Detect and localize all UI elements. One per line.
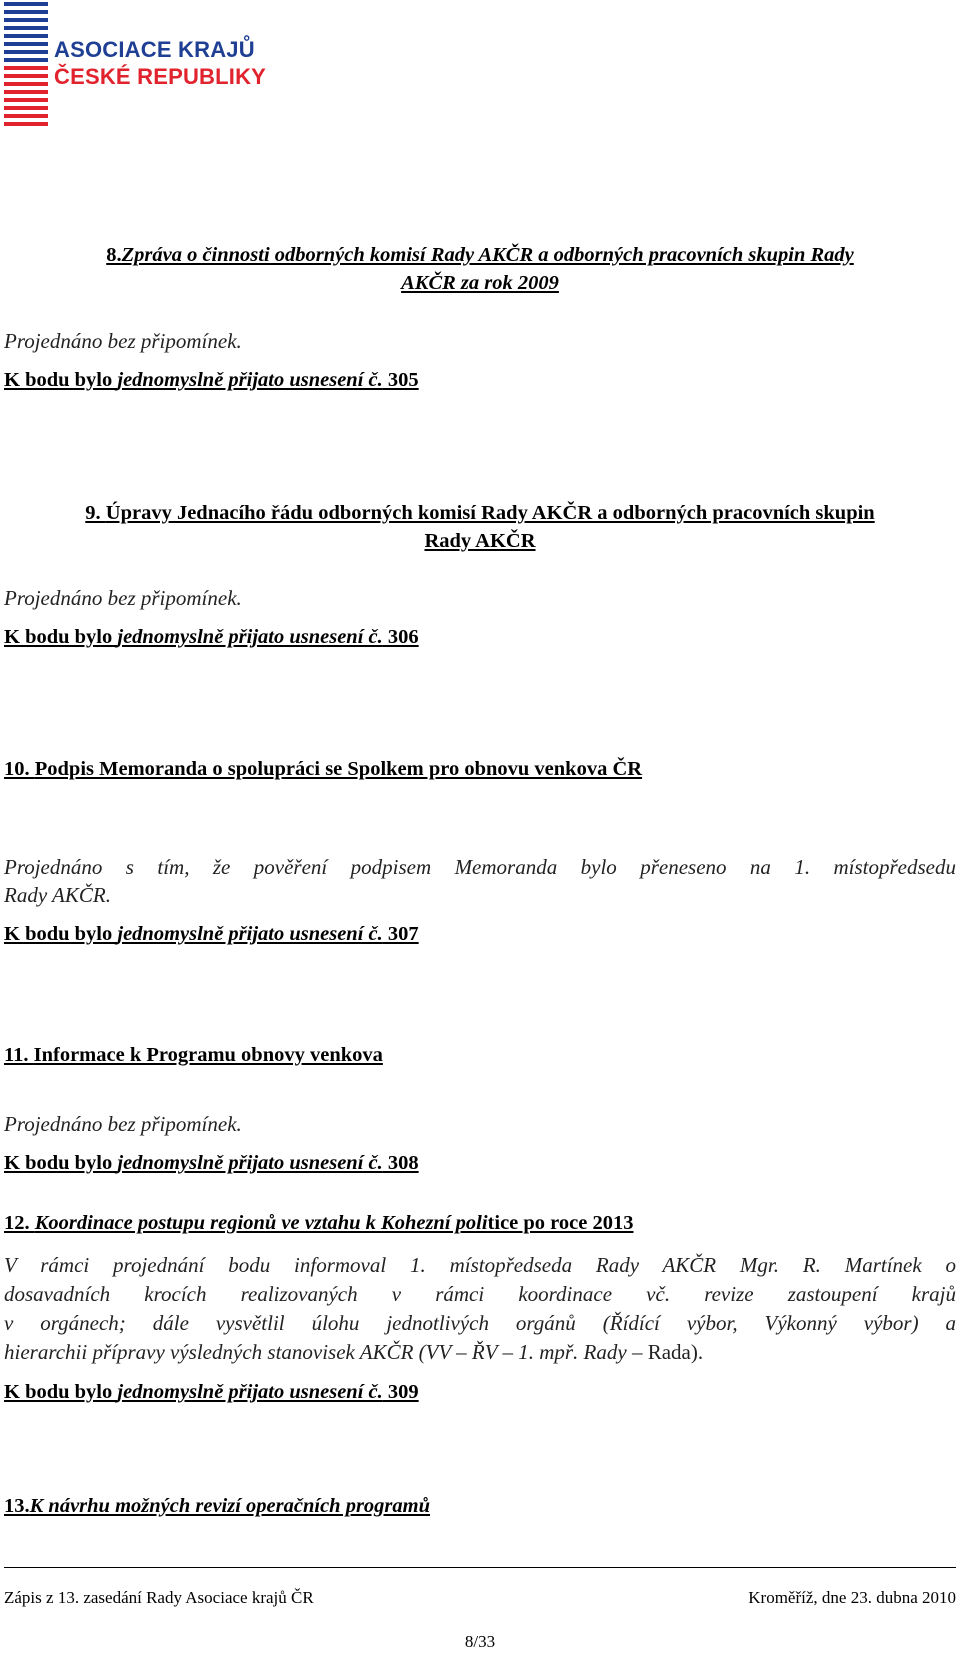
item-9-resolution	[4, 626, 419, 649]
item-12-title-rest: tice po roce 2013	[487, 1212, 634, 1234]
item-10-res-number: 307	[382, 923, 419, 945]
item-9-title-line1: Úpravy Jednacího řádu odborných komisí Rady AKČR a odborných pracovních skupin	[105, 502, 875, 524]
item-8-note: Projednáno bez připomínek.	[4, 329, 242, 353]
item-8-heading-line2	[0, 272, 960, 295]
item-9-title-line2: Rady AKČR	[424, 530, 536, 552]
footer-divider	[4, 1567, 956, 1568]
item-13-title: K návrhu možných revizí operačních programů	[29, 1495, 430, 1517]
footer-place-date: Kroměříž, dne 23. dubna 2010	[748, 1588, 956, 1607]
item-12-resolution	[4, 1381, 419, 1404]
item-9-res-italic: jednomyslně přijato usnesení č.	[117, 626, 383, 648]
item-9-heading	[0, 502, 960, 525]
item-11-resolution	[4, 1152, 419, 1175]
item-8-res-italic: jednomyslně přijato usnesení č.	[117, 369, 383, 391]
item-12-para-line3: v orgánech; dále vysvětlil úlohu jednotlivých orgánů (Řídící výbor, Výkonný výbor) a	[4, 1311, 956, 1335]
item-9-res-number: 306	[382, 626, 419, 648]
item-10-note-line1: Projednáno s tím, že pověření podpisem Memoranda bylo přeneseno na 1. místopředsedu	[4, 855, 956, 879]
item-9-note: Projednáno bez připomínek.	[4, 586, 242, 610]
item-12-para-line1: V rámci projednání bodu informoval 1. místopředseda Rady AKČR Mgr. R. Martínek o	[4, 1253, 956, 1277]
item-12-number: 12.	[4, 1212, 35, 1234]
item-10-number: 10.	[4, 758, 35, 780]
item-8-heading	[0, 244, 960, 267]
footer-minutes-title: Zápis z 13. zasedání Rady Asociace krajů ČR	[4, 1588, 314, 1607]
item-10-res-italic: jednomyslně přijato usnesení č.	[117, 923, 383, 945]
item-11-title: Informace k Programu obnovy venkova	[33, 1044, 383, 1066]
page-number: 8/33	[464, 1632, 496, 1651]
item-12-para-last-rest: Rada).	[647, 1340, 704, 1364]
item-13-heading	[4, 1495, 430, 1518]
item-12-para-last-italic: hierarchii přípravy výsledných stanovisek AKČR (VV – ŘV – 1. mpř. Rady –	[4, 1340, 648, 1364]
item-12-para-line2: dosavadních krocích realizovaných v rámci koordinace vč. revize zastoupení krajů	[4, 1282, 956, 1306]
item-12-para-line4	[4, 1340, 703, 1365]
item-11-res-prefix: K bodu bylo	[4, 1152, 118, 1174]
item-8-title-line1: Zpráva o činnosti odborných komisí Rady AKČR a odborných pracovních skupin Rady	[121, 244, 854, 266]
association-logo	[4, 0, 284, 130]
logo-stripes-icon	[4, 0, 48, 128]
item-11-heading	[4, 1044, 383, 1067]
item-10-heading	[4, 758, 642, 781]
item-13-number: 13.	[4, 1495, 30, 1517]
item-12-res-prefix: K bodu bylo	[4, 1381, 118, 1403]
item-12-res-italic: jednomyslně přijato usnesení č.	[117, 1381, 383, 1403]
item-12-res-number: 309	[382, 1381, 419, 1403]
item-9-heading-line2	[0, 530, 960, 553]
item-8-resolution	[4, 369, 419, 392]
item-8-res-number: 305	[382, 369, 419, 391]
item-10-res-prefix: K bodu bylo	[4, 923, 118, 945]
item-12-title-italic: Koordinace postupu regionů ve vztahu k Kohezní poli	[34, 1212, 488, 1234]
item-8-title-line2: AKČR za rok 2009	[401, 272, 559, 294]
logo-title-line2: ČESKÉ REPUBLIKY	[54, 64, 267, 89]
item-11-res-number: 308	[382, 1152, 419, 1174]
item-11-note: Projednáno bez připomínek.	[4, 1112, 242, 1136]
item-8-res-prefix: K bodu bylo	[4, 369, 118, 391]
item-11-number: 11.	[4, 1044, 34, 1066]
item-10-resolution	[4, 923, 419, 946]
item-10-note-line2: Rady AKČR.	[4, 883, 111, 907]
item-9-res-prefix: K bodu bylo	[4, 626, 118, 648]
item-11-res-italic: jednomyslně přijato usnesení č.	[117, 1152, 383, 1174]
item-8-number: 8.	[106, 244, 122, 266]
item-10-title: Podpis Memoranda o spolupráci se Spolkem pro obnovu venkova ČR	[34, 758, 643, 780]
item-9-number: 9.	[85, 502, 106, 524]
logo-title-line1: ASOCIACE KRAJŮ	[54, 37, 255, 62]
item-12-heading	[4, 1212, 633, 1235]
